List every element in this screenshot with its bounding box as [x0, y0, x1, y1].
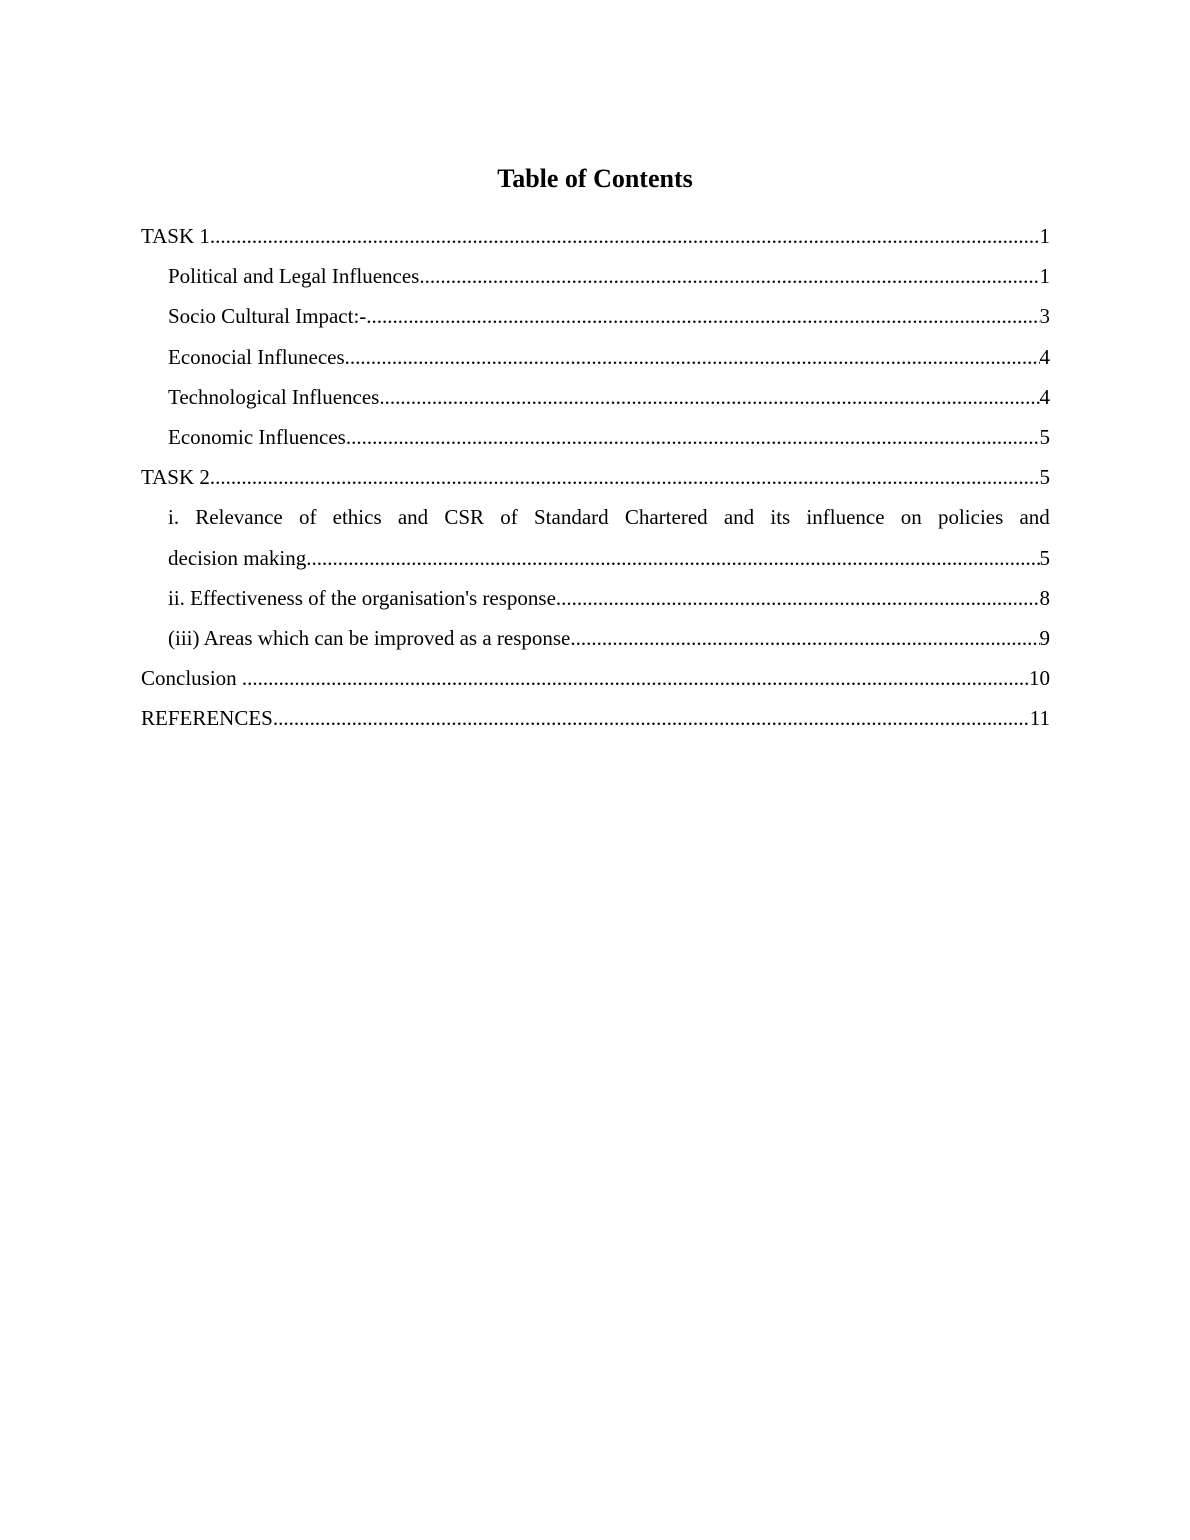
- toc-page-number: 5: [1039, 545, 1050, 570]
- toc-word: policies: [937, 505, 1004, 530]
- toc-page-number: 5: [1039, 425, 1050, 450]
- toc-page-number: 1: [1039, 224, 1050, 248]
- toc-page-number: 1: [1039, 264, 1050, 289]
- toc-word: its: [770, 505, 791, 530]
- table-of-contents: [141, 216, 1050, 739]
- toc-word: of: [298, 505, 317, 530]
- toc-entry-label-line2: decision making: [168, 545, 307, 570]
- toc-entry-label: REFERENCES: [141, 706, 273, 731]
- toc-entry-label: Political and Legal Influences: [168, 264, 420, 289]
- toc-entry-label: TASK 1: [141, 224, 210, 248]
- toc-word: influence: [806, 505, 885, 530]
- toc-entry-label: (iii) Areas which can be improved as a response: [168, 626, 571, 651]
- toc-page-number: 3: [1039, 304, 1050, 329]
- toc-entry-label-line1: [168, 497, 1050, 537]
- dot-leader: [570, 618, 1039, 658]
- dot-leader: [379, 377, 1039, 417]
- toc-page-number: 10: [1029, 666, 1050, 691]
- toc-entry-technological[interactable]: [141, 377, 1050, 417]
- toc-page-number: 4: [1039, 344, 1050, 369]
- dot-leader: [210, 457, 1040, 497]
- toc-entry-socio-cultural[interactable]: [141, 296, 1050, 336]
- dot-leader: [242, 658, 1029, 698]
- toc-entry-label: Socio Cultural Impact:-: [168, 304, 367, 329]
- dot-leader: [419, 256, 1039, 296]
- toc-word: and: [1019, 505, 1050, 530]
- toc-entry-label: ii. Effectiveness of the organisation's response: [168, 585, 556, 610]
- toc-word: Standard: [533, 505, 609, 530]
- toc-entry-conclusion[interactable]: [141, 658, 1050, 698]
- toc-entry-label: Economic Influences: [168, 425, 346, 450]
- toc-word: i.: [168, 505, 180, 530]
- toc-entry-label: TASK 2: [141, 465, 210, 490]
- toc-entry-label: Econocial Influneces: [168, 344, 345, 369]
- dot-leader: [366, 296, 1039, 336]
- toc-page-number: 11: [1029, 706, 1050, 731]
- toc-entry-effectiveness[interactable]: [141, 578, 1050, 618]
- toc-entry-task-1[interactable]: [141, 216, 1050, 256]
- toc-entry-economic[interactable]: [141, 417, 1050, 457]
- dot-leader: [556, 578, 1040, 618]
- toc-entry-label: Technological Influences: [168, 384, 380, 409]
- toc-page-number: 5: [1039, 465, 1050, 490]
- toc-entry-task-2[interactable]: [141, 457, 1050, 497]
- toc-word: Relevance: [195, 505, 283, 530]
- toc-entry-econocial[interactable]: [141, 337, 1050, 377]
- toc-title: Table of Contents: [497, 164, 693, 193]
- toc-entry-areas-improved[interactable]: [141, 618, 1050, 658]
- toc-word: and: [397, 505, 429, 530]
- dot-leader: [345, 337, 1040, 377]
- dot-leader: [306, 538, 1039, 578]
- toc-page-number: 8: [1039, 585, 1050, 610]
- toc-entry-political-legal[interactable]: [141, 256, 1050, 296]
- toc-entry-references[interactable]: [141, 698, 1050, 738]
- dot-leader: [210, 216, 1040, 256]
- toc-word: and: [723, 505, 755, 530]
- toc-entry-label: Conclusion: [141, 666, 242, 691]
- toc-word: on: [900, 505, 922, 530]
- toc-page-number: 4: [1039, 384, 1050, 409]
- dot-leader: [273, 698, 1030, 738]
- dot-leader: [346, 417, 1040, 457]
- toc-word: ethics: [332, 505, 382, 530]
- toc-word: of: [500, 505, 518, 530]
- toc-entry-ethics-csr[interactable]: [141, 497, 1050, 577]
- toc-word: CSR: [444, 505, 485, 530]
- toc-page-number: 9: [1039, 626, 1050, 651]
- toc-word: Chartered: [624, 505, 708, 530]
